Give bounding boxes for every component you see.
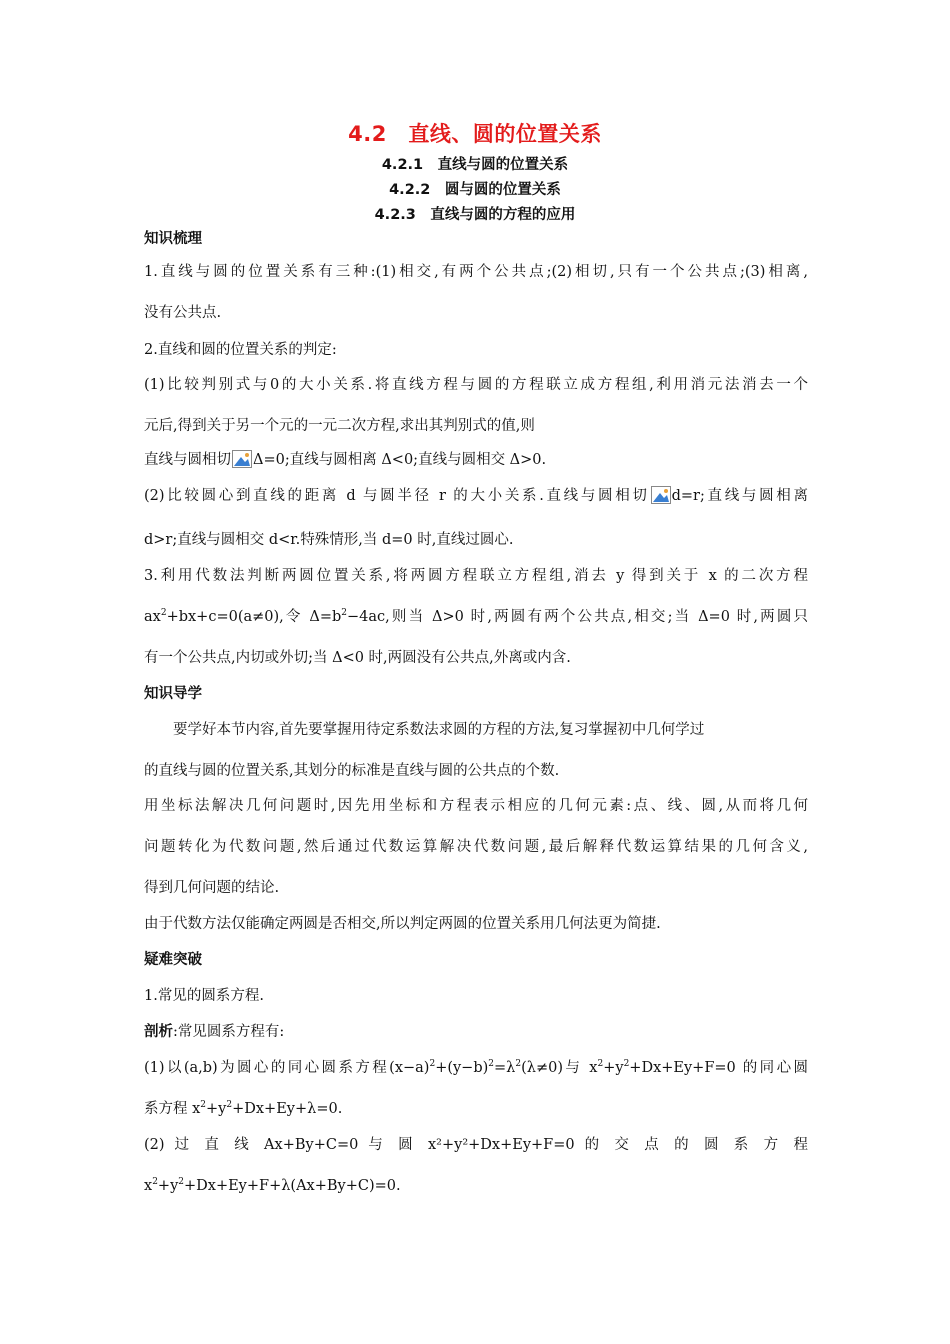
text-segment: +y [603,1060,624,1076]
superscript: 2 [226,1100,233,1110]
superscript: 2 [515,1059,522,1069]
text-segment: d=r;直线与圆相离 [671,488,809,504]
text-segment: +y [206,1101,227,1117]
image-placeholder-icon [651,486,671,504]
superscript: 2 [429,1059,436,1069]
paragraph-line: 得到几何问题的结论. [144,880,280,896]
text-segment: +Dx+Ey+F+λ(Ax+By+C)=0. [184,1178,401,1194]
subtitle-4-2-3: 4.2.3 直线与圆的方程的应用 [374,207,576,223]
superscript: 2 [488,1059,495,1069]
text-segment: +Dx+Ey+λ=0. [232,1101,343,1117]
text-segment: (λ≠0)与 x [521,1060,598,1076]
superscript: 2 [200,1100,207,1110]
text-segment: +Dx+Ey+F=0 的同心圆 [629,1060,808,1076]
subtitle-4-2-1: 4.2.1 直线与圆的位置关系 [381,157,569,173]
superscript: 2 [597,1059,604,1069]
subtitle-4-2-2: 4.2.2 圆与圆的位置关系 [389,182,561,198]
text-segment: x [144,1178,153,1194]
section-heading-knowledge-summary: 知识梳理 [144,231,202,247]
paragraph-line: (1)比较判别式与0的大小关系.将直线方程与圆的方程联立成方程组,利用消元法消去一个 [144,377,808,393]
paragraph-line: (2) 过 直 线 Ax+By+C=0 与 圆 x²+y²+Dx+Ey+F=0 的 交 点 的 圆 系 方 程 [144,1137,808,1153]
section-heading-knowledge-guide: 知识导学 [144,686,202,702]
text-segment: 直线与圆相切 [144,452,231,468]
paragraph-line: 元后,得到关于另一个元的一元二次方程,求出其判别式的值,则 [144,418,535,434]
text-segment: 系方程 x [144,1101,201,1117]
paragraph-line: 1.常见的圆系方程. [144,988,264,1004]
image-placeholder-icon [232,450,252,468]
paragraph-line [144,450,808,470]
analysis-label: 剖析 [144,1024,173,1040]
paragraph-line: 2.直线和圆的位置关系的判定: [144,342,337,358]
text-segment: :常见圆系方程有: [173,1024,285,1040]
page-title: 4.2 直线、圆的位置关系 [348,122,602,146]
text-segment: +bx+c=0(a≠0),令 Δ=b [166,609,342,625]
text-segment: ax [144,609,161,625]
paragraph-line: 有一个公共点,内切或外切;当 Δ<0 时,两圆没有公共点,外离或内含. [144,650,571,666]
superscript: 2 [178,1177,184,1187]
superscript: 2 [341,608,348,618]
paragraph-line [144,1176,808,1196]
superscript: 2 [160,608,167,618]
paragraph-line: d>r;直线与圆相交 d<r.特殊情形,当 d=0 时,直线过圆心. [144,532,514,548]
paragraph-line: 由于代数方法仅能确定两圆是否相交,所以判定两圆的位置关系用几何法更为简捷. [144,916,661,932]
paragraph-line [144,486,808,506]
text-segment: (2)比较圆心到直线的距离 d 与圆半径 r 的大小关系.直线与圆相切 [144,488,650,504]
superscript: 2 [152,1177,158,1187]
paragraph-line: 3.利用代数法判断两圆位置关系,将两圆方程联立方程组,消去 y 得到关于 x 的二次方程 [144,568,808,584]
paragraph-line: 用坐标法解决几何问题时,因先用坐标和方程表示相应的几何元素:点、线、圆,从而将几何 [144,798,808,814]
paragraph-line [144,1022,808,1042]
paragraph-line [144,1058,808,1078]
paragraph-line: 没有公共点. [144,305,222,321]
text-segment: =λ [494,1060,516,1076]
paragraph-line: 1.直线与圆的位置关系有三种:(1)相交,有两个公共点;(2)相切,只有一个公共点;(3)相离, [144,264,808,280]
paragraph-line: 问题转化为代数问题,然后通过代数运算解决代数问题,最后解释代数运算结果的几何含义, [144,839,808,855]
paragraph-line [144,607,808,627]
text-segment: −4ac,则当 Δ>0 时,两圆有两个公共点,相交;当 Δ=0 时,两圆只 [347,609,808,625]
paragraph-line: 要学好本节内容,首先要掌握用待定系数法求圆的方程的方法,复习掌握初中几何学过 [144,722,705,738]
section-heading-difficulty-breakthrough: 疑难突破 [144,952,202,968]
superscript: 2 [623,1059,630,1069]
text-segment: +(y−b) [435,1060,489,1076]
paragraph-line: 的直线与圆的位置关系,其划分的标准是直线与圆的公共点的个数. [144,763,560,779]
paragraph-line [144,1099,808,1119]
text-segment: (1)以(a,b)为圆心的同心圆系方程(x−a) [144,1060,430,1076]
text-segment: Δ=0;直线与圆相离 Δ<0;直线与圆相交 Δ>0. [253,452,547,468]
text-segment: +y [157,1178,179,1194]
